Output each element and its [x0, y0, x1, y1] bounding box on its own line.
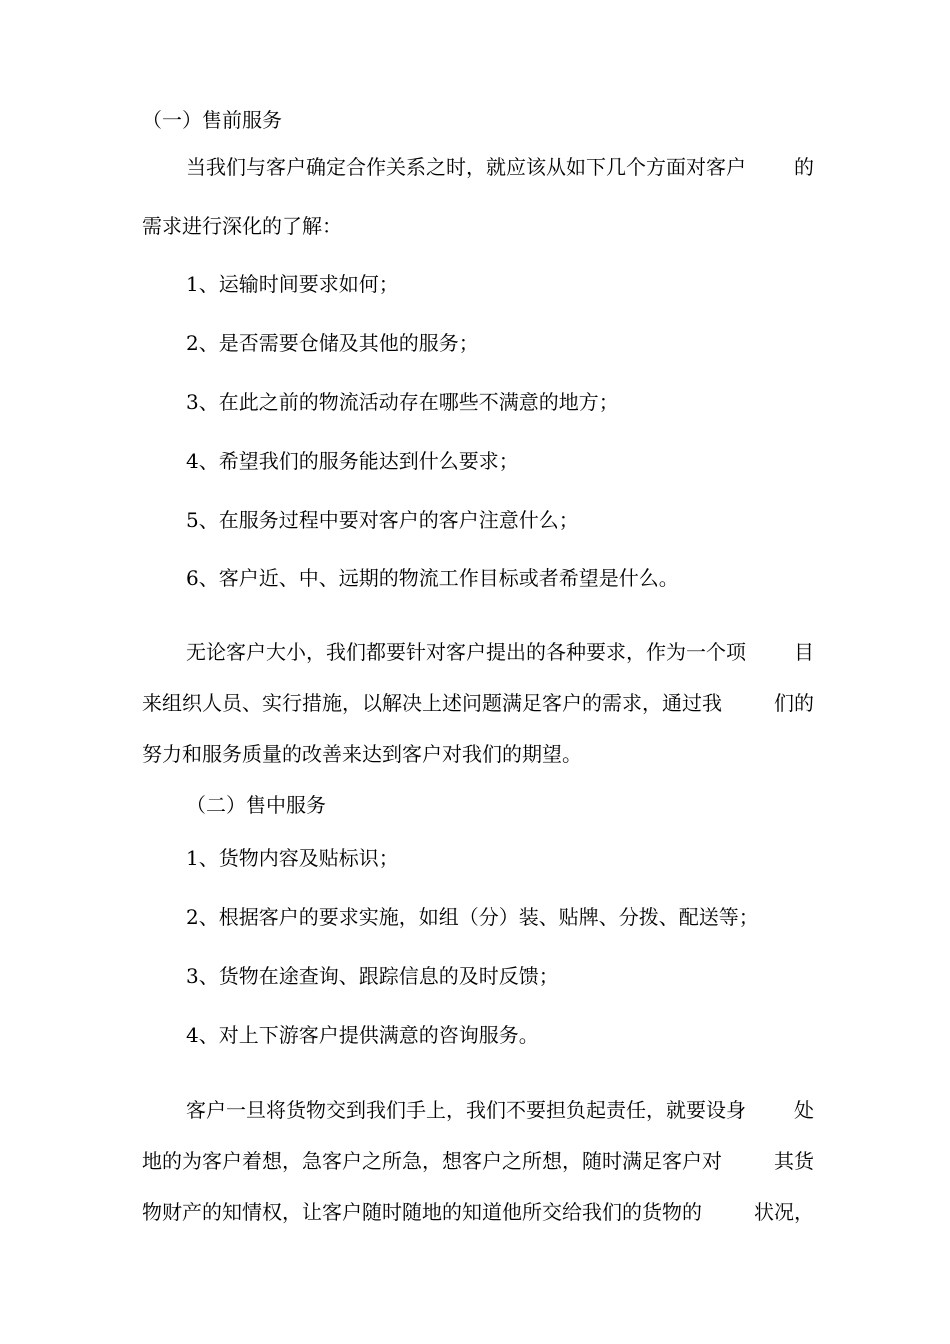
- presale-paragraph-line-3: 努力和服务质量的改善来达到客户对我们的期望。: [142, 742, 582, 766]
- insale-paragraph-line-3: [142, 1200, 814, 1224]
- presale-list-item: 3、在此之前的物流活动存在哪些不满意的地方；: [186, 390, 619, 414]
- text-segment: 客户一旦将货物交到我们手上，我们不要担负起责任，就要设身: [186, 1098, 746, 1122]
- text-segment: 来组织人员、实行措施，以解决上述问题满足客户的需求，通过我: [142, 691, 722, 715]
- text-segment: 当我们与客户确定合作关系之时，就应该从如下几个方面对客户: [186, 155, 746, 179]
- text-segment: 无论客户大小，我们都要针对客户提出的各种要求，作为一个项: [186, 640, 746, 664]
- presale-intro-line-1: [186, 155, 814, 179]
- presale-list-item: 4、希望我们的服务能达到什么要求；: [186, 449, 519, 473]
- section-heading-presale: （一）售前服务: [142, 108, 282, 132]
- presale-list-item: 5、在服务过程中要对客户的客户注意什么；: [186, 508, 579, 532]
- insale-paragraph-line-1: [186, 1098, 814, 1122]
- section-heading-insale: （二）售中服务: [186, 793, 326, 817]
- presale-paragraph-line-2: [142, 691, 814, 715]
- insale-list-item: 3、货物在途查询、跟踪信息的及时反馈；: [186, 964, 559, 988]
- presale-list-item: 6、客户近、中、远期的物流工作目标或者希望是什么。: [186, 566, 679, 590]
- text-segment: 物财产的知情权，让客户随时随地的知道他所交给我们的货物的: [142, 1200, 702, 1224]
- insale-list-item: 1、货物内容及贴标识；: [186, 846, 399, 870]
- insale-list-item: 4、对上下游客户提供满意的咨询服务。: [186, 1023, 539, 1047]
- text-segment: 其货: [774, 1149, 814, 1173]
- insale-list-item: 2、根据客户的要求实施，如组（分）装、贴牌、分拨、配送等；: [186, 905, 759, 929]
- text-segment: 们的: [774, 691, 814, 715]
- presale-intro-line-2: 需求进行深化的了解：: [142, 214, 342, 238]
- text-segment: 目: [794, 640, 814, 664]
- text-segment: 状况，: [754, 1200, 814, 1224]
- text-segment: 地的为客户着想，急客户之所急，想客户之所想，随时满足客户对: [142, 1149, 722, 1173]
- presale-list-item: 1、运输时间要求如何；: [186, 272, 399, 296]
- text-segment: 的: [794, 155, 814, 179]
- presale-list-item: 2、是否需要仓储及其他的服务；: [186, 331, 479, 355]
- text-segment: 处: [794, 1098, 814, 1122]
- presale-paragraph-line-1: [186, 640, 814, 664]
- insale-paragraph-line-2: [142, 1149, 814, 1173]
